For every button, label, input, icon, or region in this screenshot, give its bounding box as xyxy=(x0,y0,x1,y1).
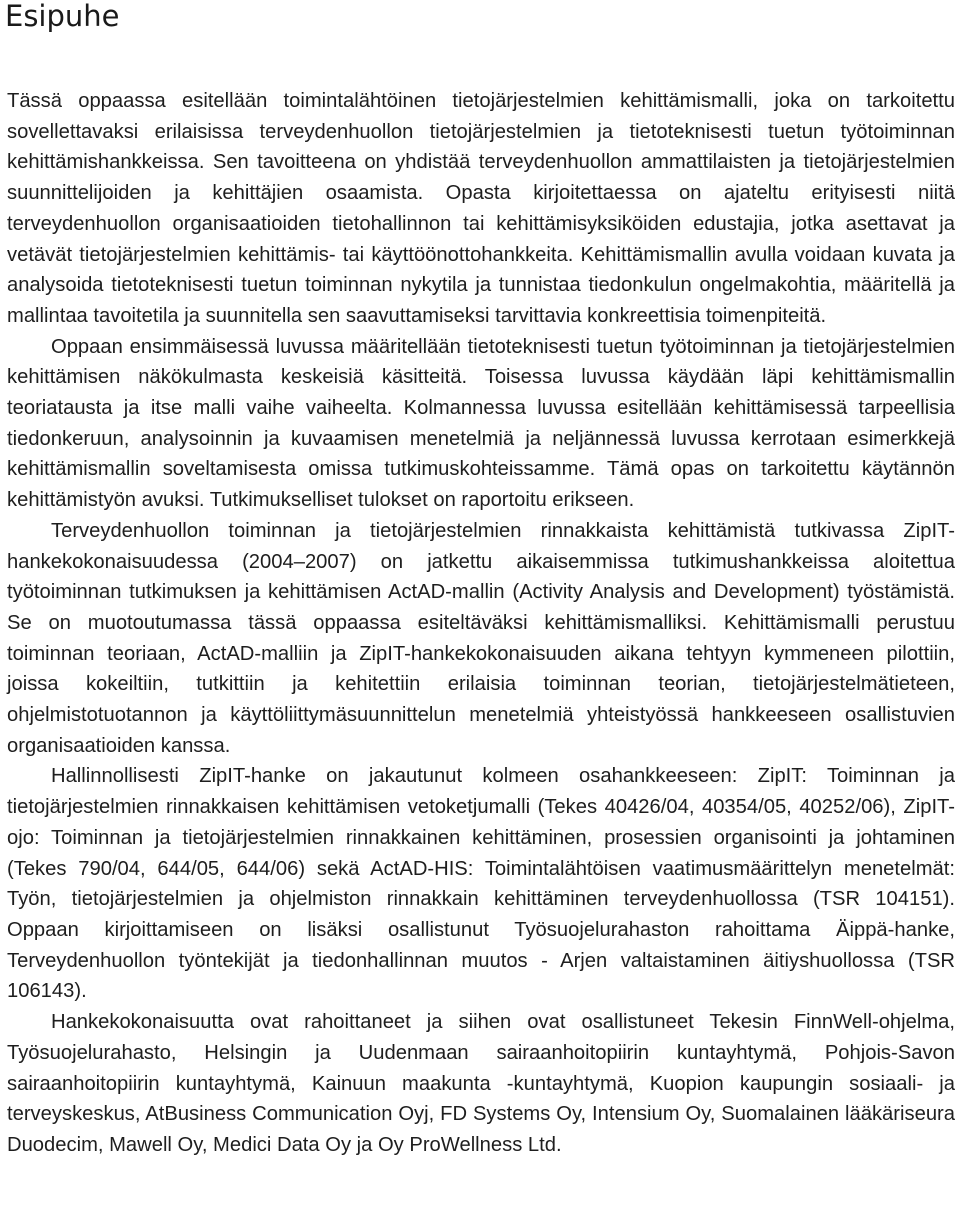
paragraph: Hankekokonaisuutta ovat rahoittaneet ja siihen ovat osallistuneet Tekesin FinnWell-ohjelma, Työsuojelurahasto, Helsingin ja Uudenmaan sairaanhoitopiirin kuntayhtymä, Pohjois-Savon sairaanhoitopiirin kuntayhtymä, Kainuun maakunta -kuntayhtymä, Kuopion kaupungin sosiaali- ja terveyskeskus, AtBusiness Communication Oyj, FD Systems Oy, Intensium Oy, Suomalainen lääkäriseura Duodecim, Mawell Oy, Medici Data Oy ja Oy ProWellness Ltd. xyxy=(7,1011,955,1156)
body-text xyxy=(7,86,955,1161)
paragraph: Oppaan ensimmäisessä luvussa määritellään tietoteknisesti tuetun työtoiminnan ja tietojärjestelmien kehittämisen näkökulmasta keskeisiä käsitteitä. Toisessa luvussa käydään läpi kehittämismallin teoriatausta ja itse malli vaihe vaiheelta. Kolmannessa luvussa esitellään kehittämisessä tarpeellisia tiedonkeruun, analysoinnin ja kuvaamisen menetelmiä ja neljännessä luvussa kerrotaan esimerkkejä kehittämismallin soveltamisesta omissa tutkimuskohteissamme. Tämä opas on tarkoitettu käytännön kehittämistyön avuksi. Tutkimukselliset tulokset on raportoitu erikseen. xyxy=(7,335,955,512)
paragraph: Tässä oppaassa esitellään toimintalähtöinen tietojärjestelmien kehittämismalli, joka on tarkoitettu sovellettavaksi erilaisissa terveydenhuollon tietojärjestelmien ja tietoteknisesti tuetun työtoiminnan kehittämishankkeissa. Sen tavoitteena on yhdistää terveydenhuollon ammattilaisten ja tietojärjestelmien suunnittelijoiden ja kehittäjien osaamista. Opasta kirjoitettaessa on ajateltu erityisesti niitä terveydenhuollon organisaatioiden tietohallinnon tai kehittämisyksiköiden edustajia, jotka asettavat ja vetävät tietojärjestelmien kehittämis- tai käyttöönottohankkeita. Kehittämismallin avulla voidaan kuvata ja analysoida tietoteknisesti tuetun toiminnan nykytila ja tunnistaa tiedonkulun ongelmakohtia, määritellä ja mallintaa tavoitetila ja suunnitella sen saavuttamiseksi tarvittavia konkreettisia toimenpiteitä. xyxy=(7,90,955,327)
paragraph: Hallinnollisesti ZipIT-hanke on jakautunut kolmeen osahankkeeseen: ZipIT: Toiminnan ja tietojärjestelmien rinnakkaisen kehittämisen vetoketjumalli (Tekes 40426/04, 40354/05, 40252/06), ZipIT-ojo: Toiminnan ja tietojärjestelmien rinnakkainen kehittäminen, prosessien organisointi ja johtaminen (Tekes 790/04, 644/05, 644/06) sekä ActAD-HIS: Toimintalähtöisen vaatimusmäärittelyn menetelmät: Työn, tietojärjestelmien ja ohjelmiston rinnakkain kehittäminen terveydenhuollossa (TSR 104151). Oppaan kirjoittamiseen on lisäksi osallistunut Työsuojelurahaston rahoittama Äippä-hanke, Terveydenhuollon työntekijät ja tiedonhallinnan muutos - Arjen valtaistaminen äitiyshuollossa (TSR 106143). xyxy=(7,765,955,1003)
paragraph: Terveydenhuollon toiminnan ja tietojärjestelmien rinnakkaista kehittämistä tutkivassa ZipIT-hankekokonaisuudessa (2004–2007) on jatkettu aikaisemmissa tutkimushankkeissa aloitettua työtoiminnan tutkimuksen ja kehittämisen ActAD-mallin (Activity Analysis and Development) työstämistä. Se on muotoutumassa tässä oppaassa esiteltäväksi kehittämismalliksi. Kehittämismalli perustuu toiminnan teoriaan, ActAD-malliin ja ZipIT-hankekokonaisuuden aikana tehtyyn kymmeneen pilottiin, joissa kokeiltiin, tutkittiin ja kehitettiin erilaisia toiminnan teorian, tietojärjestelmätieteen, ohjelmistotuotannon ja käyttöliittymäsuunnittelun menetelmiä yhteistyössä hankkeeseen osallistuvien organisaatioiden kanssa. xyxy=(7,519,955,757)
page-title: Esipuhe xyxy=(5,0,120,33)
